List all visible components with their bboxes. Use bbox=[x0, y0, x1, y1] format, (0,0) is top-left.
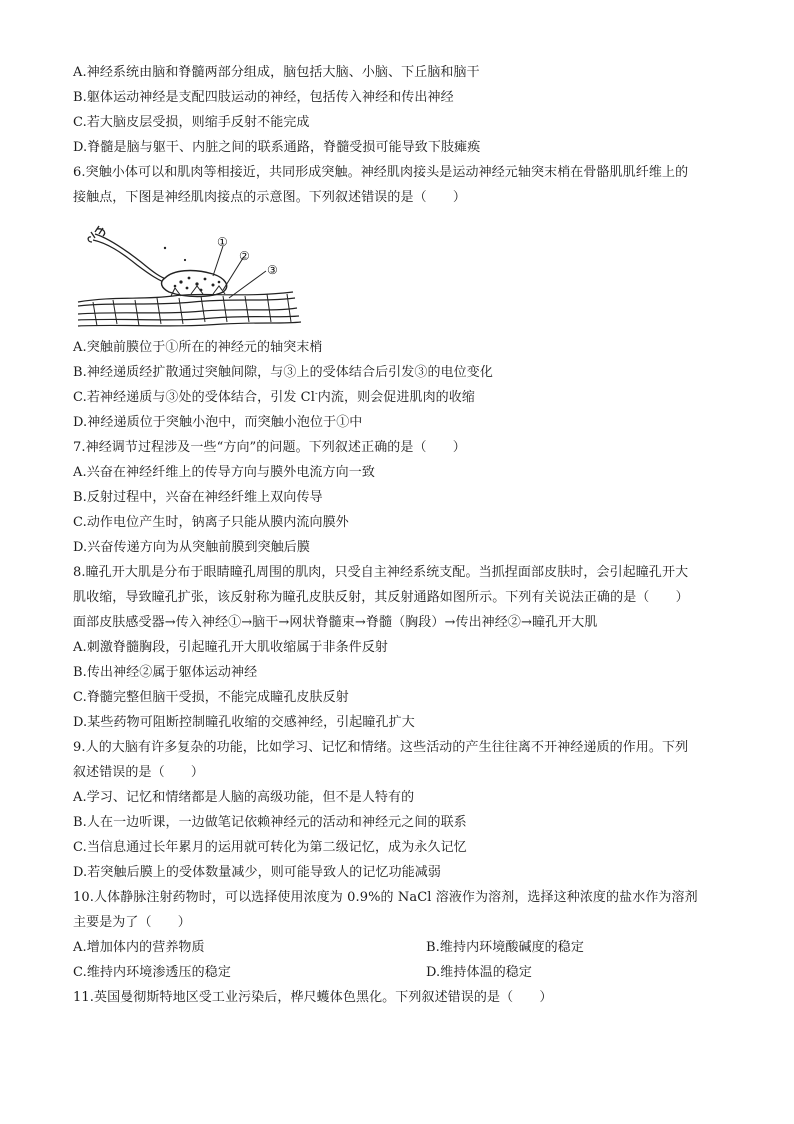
q6-stem-line2: 接触点，下图是神经肌肉接点的示意图。下列叙述错误的是（ ） bbox=[73, 190, 467, 205]
q6-option-c bbox=[73, 388, 475, 408]
chloride-charge: - bbox=[314, 388, 318, 398]
figure-label-1: ① bbox=[217, 235, 228, 249]
q7-option-d: D.兴奋传递方向为从突触前膜到突触后膜 bbox=[73, 540, 310, 555]
q6-option-d: D.神经递质位于突触小泡中，而突触小泡位于①中 bbox=[73, 415, 363, 430]
synaptic-knob bbox=[162, 271, 227, 297]
q7-option-b: B.反射过程中，兴奋在神经纤维上双向传导 bbox=[73, 490, 323, 505]
q8-pathway: 面部皮肤感受器→传入神经①→脑干→网状脊髓束→脊髓（胸段）→传出神经②→瞳孔开大肌 bbox=[73, 615, 598, 630]
q8-option-d: D.某些药物可阻断控制瞳孔收缩的交感神经，引起瞳孔扩大 bbox=[73, 715, 415, 730]
q6-stem-line1: 6.突触小体可以和肌肉等相接近，共同形成突触。神经肌肉接头是运动神经元轴突末梢在骨骼肌肌纤维上的 bbox=[73, 165, 689, 180]
neuromuscular-junction-figure bbox=[73, 218, 313, 333]
q10-option-b: B.维持内环境酸碱度的稳定 bbox=[426, 940, 584, 955]
q7-option-c: C.动作电位产生时，钠离子只能从膜内流向膜外 bbox=[73, 515, 349, 530]
q8-stem-line2: 肌收缩，导致瞳孔扩张，该反射称为瞳孔皮肤反射，其反射通路如图所示。下列有关说法正确的是（ ） bbox=[73, 590, 689, 605]
q9-option-c: C.当信息通过长年累月的运用就可转化为第二级记忆，成为永久记忆 bbox=[73, 840, 467, 855]
q5-option-c: C.若大脑皮层受损，则缩手反射不能完成 bbox=[73, 115, 310, 130]
q10-option-d: D.维持体温的稳定 bbox=[426, 965, 532, 980]
q6-option-c-after: 内流，则会促进肌肉的收缩 bbox=[317, 390, 475, 405]
q8-option-c: C.脊髓完整但脑干受损，不能完成瞳孔皮肤反射 bbox=[73, 690, 349, 705]
q10-option-a: A.增加体内的营养物质 bbox=[73, 940, 205, 955]
q5-option-d: D.脊髓是脑与躯干、内脏之间的联系通路，脊髓受损可能导致下肢瘫痪 bbox=[73, 140, 481, 155]
q9-stem-line1: 9.人的大脑有许多复杂的功能，比如学习、记忆和情绪。这些活动的产生往往离不开神经递质的作用。下列 bbox=[73, 740, 689, 755]
q10-option-c: C.维持内环境渗透压的稳定 bbox=[73, 965, 231, 980]
q10-options-row1 bbox=[73, 938, 584, 958]
q10-stem-line2: 主要是为了（ ） bbox=[73, 915, 191, 930]
figure-label-3: ③ bbox=[267, 263, 278, 277]
figure-label-2: ② bbox=[239, 249, 250, 263]
q11-stem: 11.英国曼彻斯特地区受工业污染后，桦尺蠖体色黑化。下列叙述错误的是（ ） bbox=[73, 990, 553, 1005]
q9-option-a: A.学习、记忆和情绪都是人脑的高级功能，但不是人特有的 bbox=[73, 790, 415, 805]
q8-option-a: A.刺激脊髓胸段，引起瞳孔开大肌收缩属于非条件反射 bbox=[73, 640, 389, 655]
q8-stem-line1: 8.瞳孔开大肌是分布于眼睛瞳孔周围的肌肉，只受自主神经系统支配。当抓捏面部皮肤时，会引起瞳孔开大 bbox=[73, 565, 689, 580]
q10-options-row2 bbox=[73, 963, 532, 983]
q8-option-b: B.传出神经②属于躯体运动神经 bbox=[73, 665, 258, 680]
q10-stem-line1: 10.人体静脉注射药物时，可以选择使用浓度为 0.9%的 NaCl 溶液作为溶剂，选择这种浓度的盐水作为溶剂 bbox=[73, 890, 698, 905]
q6-option-b: B.神经递质经扩散通过突触间隙，与③上的受体结合后引发③的电位变化 bbox=[73, 365, 493, 380]
q9-stem-line2: 叙述错误的是（ ） bbox=[73, 765, 205, 780]
q5-option-b: B.躯体运动神经是支配四肢运动的神经，包括传入神经和传出神经 bbox=[73, 90, 454, 105]
q6-option-a: A.突触前膜位于①所在的神经元的轴突末梢 bbox=[73, 340, 323, 355]
q9-option-d: D.若突触后膜上的受体数量减少，则可能导致人的记忆功能减弱 bbox=[73, 865, 441, 880]
q7-stem: 7.神经调节过程涉及一些“方向”的问题。下列叙述正确的是（ ） bbox=[73, 440, 466, 455]
q5-option-a: A.神经系统由脑和脊髓两部分组成，脑包括大脑、小脑、下丘脑和脑干 bbox=[73, 65, 480, 80]
q9-option-b: B.人在一边听课，一边做笔记依赖神经元的活动和神经元之间的联系 bbox=[73, 815, 467, 830]
q6-option-c-before: C.若神经递质与③处的受体结合，引发 Cl bbox=[73, 390, 315, 405]
q7-option-a: A.兴奋在神经纤维上的传导方向与膜外电流方向一致 bbox=[73, 465, 375, 480]
